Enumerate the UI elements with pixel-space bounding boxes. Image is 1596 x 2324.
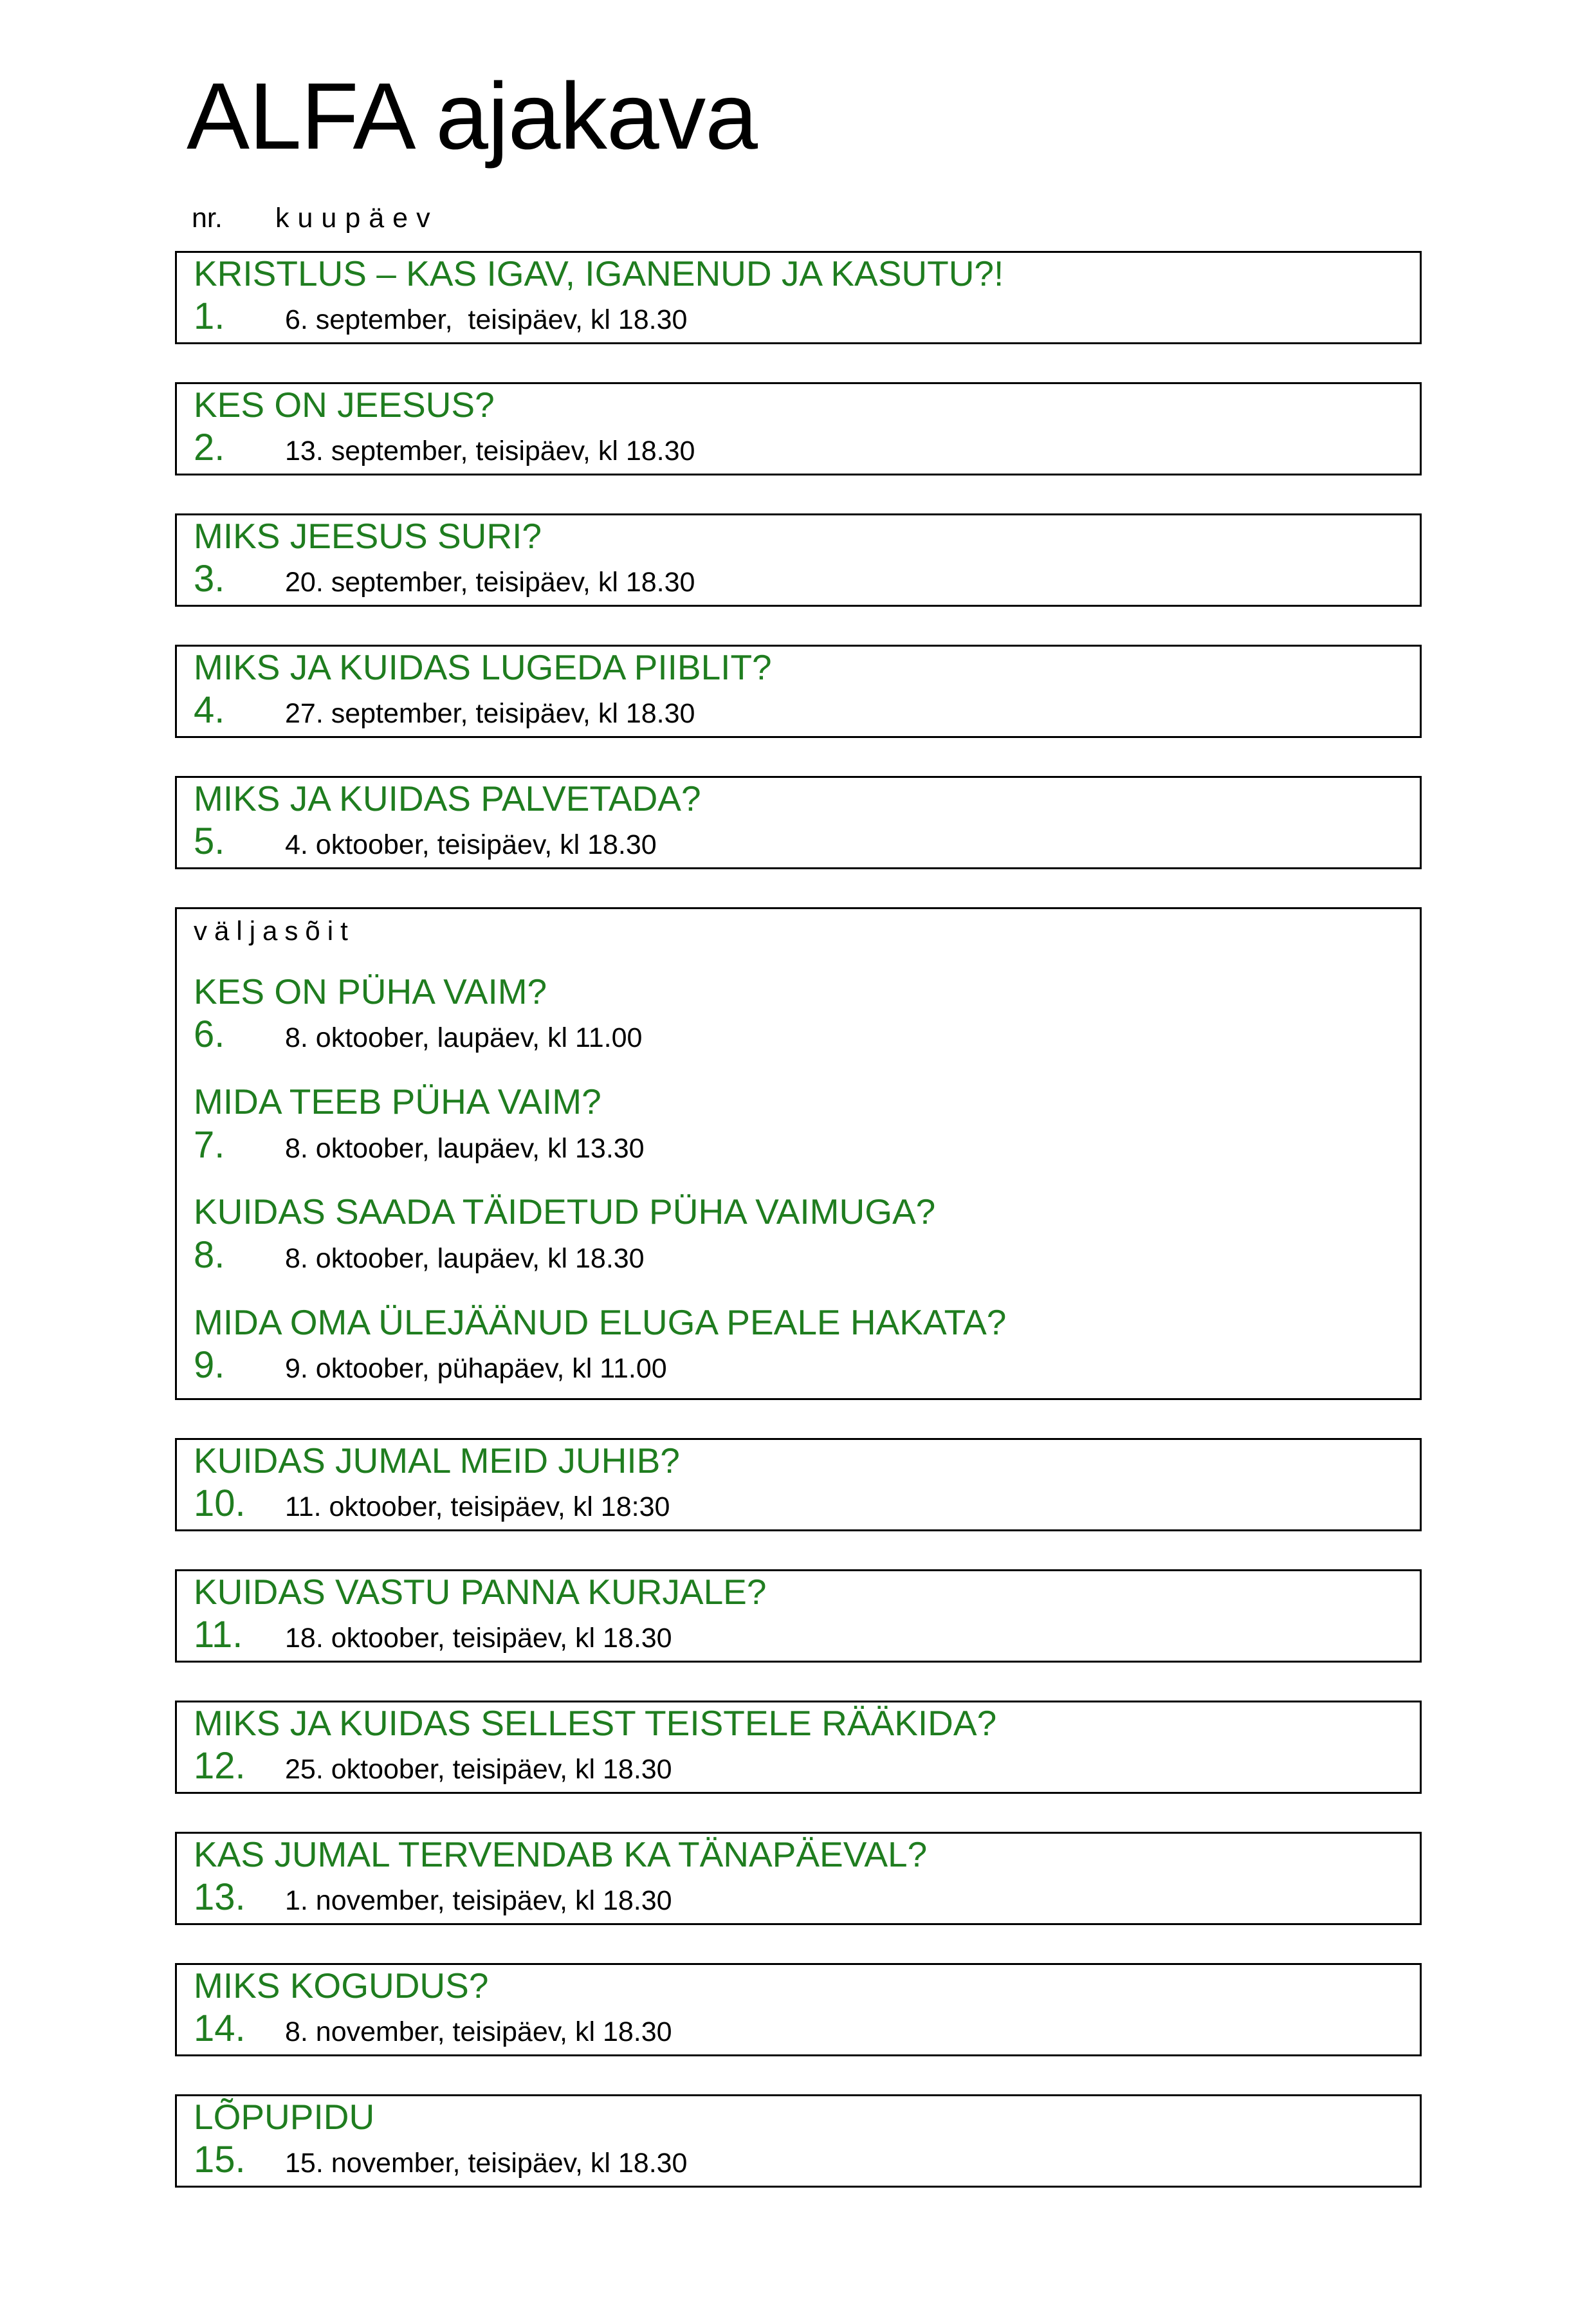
schedule-item xyxy=(194,1192,1407,1277)
session-number: 15. xyxy=(194,2139,246,2181)
schedule-box xyxy=(175,907,1422,1400)
schedule-item xyxy=(194,1835,1407,1919)
session-line xyxy=(194,1013,1407,1056)
session-number: 5. xyxy=(194,820,225,863)
session-number: 1. xyxy=(194,295,225,338)
session-title: KES ON JEESUS? xyxy=(194,384,495,425)
schedule-item xyxy=(194,1572,1407,1657)
session-title: KUIDAS JUMAL MEID JUHIB? xyxy=(194,1440,680,1480)
session-date: 27. september, teisipäev, kl 18.30 xyxy=(285,698,695,730)
session-line xyxy=(194,2139,1407,2182)
session-date: 8. oktoober, laupäev, kl 18.30 xyxy=(285,1242,645,1274)
session-line xyxy=(194,1745,1407,1788)
schedule-item xyxy=(194,517,1407,601)
schedule-box xyxy=(175,251,1422,344)
session-line xyxy=(194,820,1407,863)
session-date: 1. november, teisipäev, kl 18.30 xyxy=(285,1885,672,1917)
session-number: 3. xyxy=(194,558,225,600)
schedule-box xyxy=(175,382,1422,475)
session-date: 9. oktoober, pühapäev, kl 11.00 xyxy=(285,1353,667,1384)
session-line xyxy=(194,1614,1407,1657)
session-number: 9. xyxy=(194,1344,225,1386)
schedule-box xyxy=(175,1569,1422,1663)
session-date: 25. oktoober, teisipäev, kl 18.30 xyxy=(285,1754,672,1785)
schedule-item xyxy=(194,1704,1407,1788)
schedule-box xyxy=(175,776,1422,869)
session-date: 8. oktoober, laupäev, kl 11.00 xyxy=(285,1022,643,1054)
session-title: MIKS JEESUS SURI? xyxy=(194,515,542,556)
schedule-box xyxy=(175,513,1422,607)
session-title: KUIDAS SAADA TÄIDETUD PÜHA VAIMUGA? xyxy=(194,1192,936,1232)
session-number: 7. xyxy=(194,1123,225,1166)
session-number: 4. xyxy=(194,689,225,732)
session-date: 15. november, teisipäev, kl 18.30 xyxy=(285,2148,688,2179)
session-number: 11. xyxy=(194,1614,243,1656)
schedule-item xyxy=(194,779,1407,863)
schedule-item xyxy=(194,385,1407,470)
session-number: 2. xyxy=(194,427,225,469)
session-number: 14. xyxy=(194,2007,246,2050)
session-number: 12. xyxy=(194,1745,246,1787)
session-title: MIDA TEEB PÜHA VAIM? xyxy=(194,1082,601,1122)
column-header-row xyxy=(192,203,1596,234)
schedule-item xyxy=(194,2098,1407,2182)
session-line xyxy=(194,2007,1407,2051)
session-title: KES ON PÜHA VAIM? xyxy=(194,971,547,1011)
session-date: 8. november, teisipäev, kl 18.30 xyxy=(285,2016,672,2048)
schedule-box xyxy=(175,1438,1422,1531)
column-header-nr: nr. xyxy=(192,203,223,234)
page-title: ALFA ajakava xyxy=(187,64,757,169)
session-line xyxy=(194,1344,1407,1387)
session-line xyxy=(194,427,1407,470)
session-line xyxy=(194,1482,1407,1526)
column-header-kuupaev: kuupäev xyxy=(275,203,439,234)
session-line xyxy=(194,1234,1407,1277)
schedule-item xyxy=(194,648,1407,732)
trip-label: väljasõit xyxy=(194,915,355,946)
session-date: 18. oktoober, teisipäev, kl 18.30 xyxy=(285,1623,672,1654)
session-date: 8. oktoober, laupäev, kl 13.30 xyxy=(285,1132,645,1164)
session-line xyxy=(194,1876,1407,1919)
schedule-box xyxy=(175,2094,1422,2188)
schedule-item xyxy=(194,1303,1407,1387)
session-title: KRISTLUS – KAS IGAV, IGANENUD JA KASUTU?! xyxy=(194,253,1004,293)
session-title: LÕPUPIDU xyxy=(194,2096,375,2137)
session-title: MIDA OMA ÜLEJÄÄNUD ELUGA PEALE HAKATA? xyxy=(194,1302,1007,1342)
session-title: MIKS KOGUDUS? xyxy=(194,1965,489,2006)
session-title: MIKS JA KUIDAS PALVETADA? xyxy=(194,778,701,818)
session-number: 10. xyxy=(194,1482,246,1525)
schedule-item xyxy=(194,254,1407,338)
schedule-box xyxy=(175,1701,1422,1794)
schedule-item xyxy=(194,972,1407,1056)
session-number: 6. xyxy=(194,1013,225,1056)
session-line xyxy=(194,295,1407,338)
session-number: 8. xyxy=(194,1233,225,1276)
schedule-box xyxy=(175,645,1422,738)
schedule-box xyxy=(175,1963,1422,2056)
schedule-box xyxy=(175,1832,1422,1925)
session-date: 13. september, teisipäev, kl 18.30 xyxy=(285,436,695,467)
session-line xyxy=(194,1124,1407,1167)
schedule-item xyxy=(194,1082,1407,1167)
schedule-item xyxy=(194,1441,1407,1526)
session-title: MIKS JA KUIDAS LUGEDA PIIBLIT? xyxy=(194,647,772,687)
session-date: 20. september, teisipäev, kl 18.30 xyxy=(285,567,695,598)
schedule-item xyxy=(194,1966,1407,2051)
session-title: KAS JUMAL TERVENDAB KA TÄNAPÄEVAL? xyxy=(194,1834,928,1874)
session-number: 13. xyxy=(194,1876,246,1919)
document-page xyxy=(0,64,1596,2324)
session-title: KUIDAS VASTU PANNA KURJALE? xyxy=(194,1571,767,1612)
session-date: 11. oktoober, teisipäev, kl 18:30 xyxy=(285,1491,670,1523)
session-date: 6. september, teisipäev, kl 18.30 xyxy=(285,304,688,336)
session-line xyxy=(194,558,1407,601)
session-line xyxy=(194,689,1407,732)
session-title: MIKS JA KUIDAS SELLEST TEISTELE RÄÄKIDA? xyxy=(194,1702,997,1743)
session-date: 4. oktoober, teisipäev, kl 18.30 xyxy=(285,829,657,861)
schedule-list xyxy=(175,251,1422,2188)
